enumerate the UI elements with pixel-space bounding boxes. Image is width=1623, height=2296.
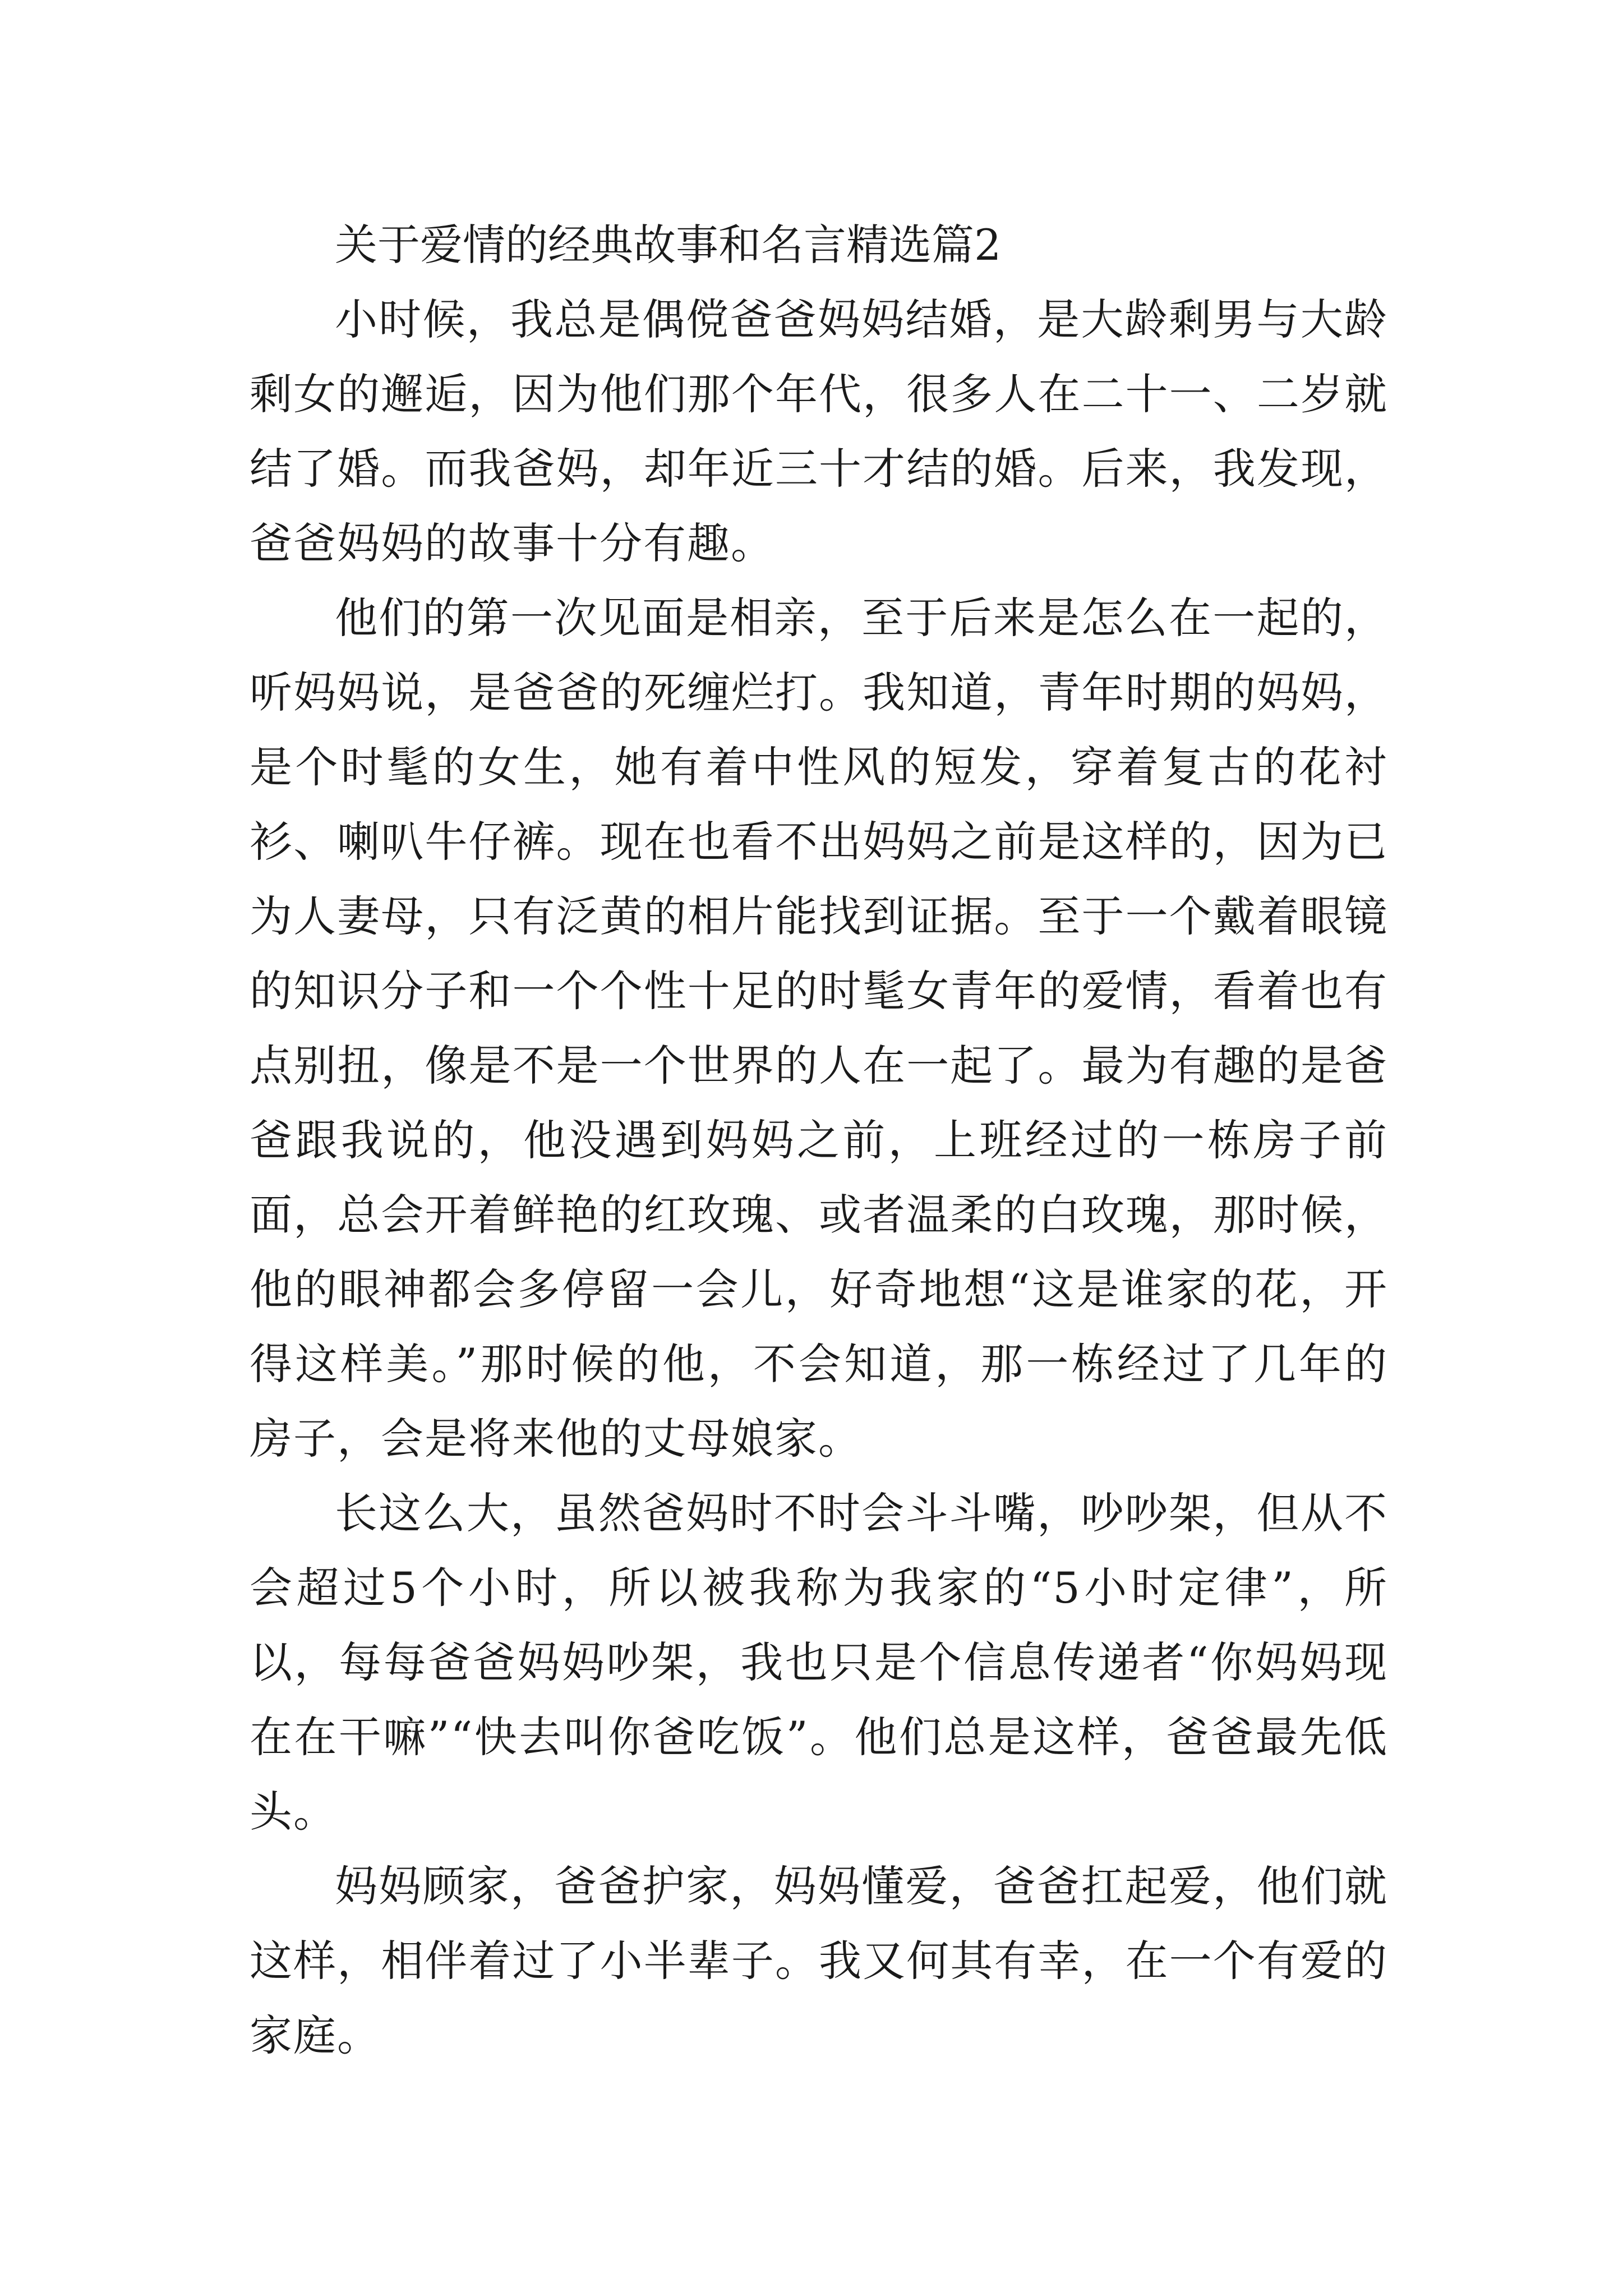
document-title: 关于爱情的经典故事和名言精选篇2: [335, 220, 1002, 270]
paragraph-childhood: 小时候，我总是偶傥爸爸妈妈结婚，是大龄剩男与大龄剩女的邂逅，因为他们那个年代，很多人在二十一、二岁就结了婚。而我爸妈，却年近三十才结的婚。后来，我发现，爸爸妈妈的故事十分有趣。: [250, 295, 1388, 568]
paragraph-first-meeting: 他们的第一次见面是相亲，至于后来是怎么在一起的，听妈妈说，是爸爸的死缠烂打。我知道，青年时期的妈妈，是个时髦的女生，她有着中性风的短发，穿着复古的花衬衫、喇叭牛仔裤。现在也看不出妈妈之前是这样的，因为已为人妻母，只有泛黄的相片能找到证据。至于一个戴着眼镜的知识分子和一个个性十足的时髦女青年的爱情，看着也有点别扭，像是不是一个世界的人在一起了。最为有趣的是爸爸跟我说的，他没遇到妈妈之前，上班经过的一栋房子前面，总会开着鲜艳的红玫瑰、或者温柔的白玫瑰，那时候，他的眼神都会多停留一会儿，好奇地想“这是谁家的花，开得这样美。”那时候的他，不会知道，那一栋经过了几年的房子，会是将来他的丈母娘家。: [250, 593, 1388, 1464]
document-body: [250, 208, 1388, 2073]
paragraph-five-hour-rule: 长这么大，虽然爸妈时不时会斗斗嘴，吵吵架，但从不会超过5个小时，所以被我称为我家的“5小时定律”，所以，每每爸爸妈妈吵架，我也只是个信息传递者“你妈妈现在在干嘛”“快去叫你爸吃饭”。他们总是这样，爸爸最先低头。: [250, 1488, 1388, 1837]
paragraph-loving-family: 妈妈顾家，爸爸护家，妈妈懂爱，爸爸扛起爱，他们就这样，相伴着过了小半辈子。我又何其有幸，在一个有爱的家庭。: [250, 1861, 1388, 2060]
